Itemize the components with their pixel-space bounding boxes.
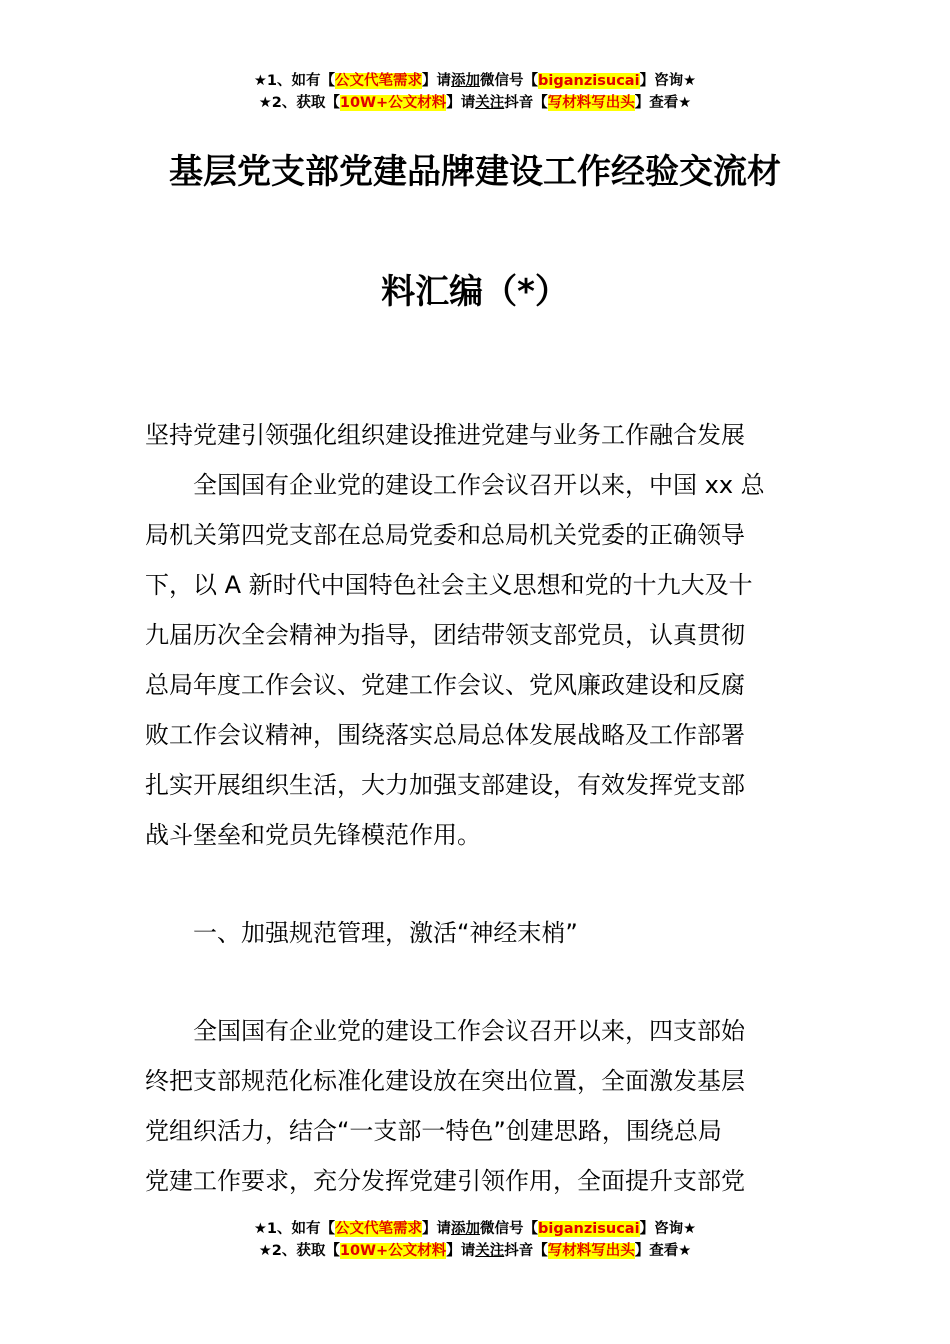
paragraph-line: 党建工作要求，充分发挥党建引领作用，全面提升支部党 bbox=[145, 1167, 745, 1195]
banner-line-1: ★1、如有【公文代笔需求】请添加微信号【biganzisucai】咨询★ bbox=[253, 73, 697, 89]
paragraph-section-1 bbox=[145, 1006, 815, 1206]
paragraph-line: 总局年度工作会议、党建工作会议、党风廉政建设和反腐 bbox=[145, 671, 745, 699]
highlight-wechat-id: biganzisucai bbox=[538, 1221, 640, 1237]
document-title-line-2: 料汇编（*） bbox=[381, 272, 569, 312]
highlight-douyin-id: 写材料写出头 bbox=[547, 95, 635, 111]
document-subtitle: 坚持党建引领强化组织建设推进党建与业务工作融合发展 bbox=[145, 421, 745, 449]
highlight-douyin-id: 写材料写出头 bbox=[547, 1243, 635, 1259]
paragraph-line: 败工作会议精神，围绕落实总局总体发展战略及工作部署 bbox=[145, 721, 745, 749]
header-banner bbox=[0, 70, 950, 114]
banner-line-2: ★2、获取【10W+公文材料】请关注抖音【写材料写出头】查看★ bbox=[258, 1243, 692, 1259]
paragraph-line: 终把支部规范化标准化建设放在突出位置，全面激发基层 bbox=[145, 1067, 745, 1095]
paragraph-intro bbox=[145, 460, 815, 860]
paragraph-line: 扎实开展组织生活，大力加强支部建设，有效发挥党支部 bbox=[145, 771, 745, 799]
underline-follow: 关注 bbox=[475, 1243, 505, 1259]
paragraph-line: 党组织活力，结合“一支部一特色”创建思路，围绕总局 bbox=[145, 1117, 722, 1145]
document-title-line-1: 基层党支部党建品牌建设工作经验交流材 bbox=[169, 152, 781, 192]
highlight-materials: 10W+公文材料 bbox=[339, 1243, 447, 1259]
underline-add: 添加 bbox=[451, 73, 481, 89]
paragraph-line: 九届历次全会精神为指导，团结带领支部党员，认真贯彻 bbox=[145, 621, 745, 649]
banner-line-2: ★2、获取【10W+公文材料】请关注抖音【写材料写出头】查看★ bbox=[258, 95, 692, 111]
paragraph-line: 下，以 A 新时代中国特色社会主义思想和党的十九大及十 bbox=[145, 571, 753, 599]
section-heading-1: 一、加强规范管理，激活“神经末梢” bbox=[193, 919, 578, 947]
paragraph-line: 全国国有企业党的建设工作会议召开以来，四支部始 bbox=[193, 1017, 745, 1045]
paragraph-line: 战斗堡垒和党员先锋模范作用。 bbox=[145, 821, 481, 849]
underline-add: 添加 bbox=[451, 1221, 481, 1237]
paragraph-line: 局机关第四党支部在总局党委和总局机关党委的正确领导 bbox=[145, 521, 745, 549]
highlight-wechat-id: biganzisucai bbox=[538, 73, 640, 89]
footer-banner bbox=[0, 1218, 950, 1262]
paragraph-line: 全国国有企业党的建设工作会议召开以来，中国 xx 总 bbox=[193, 471, 765, 499]
underline-follow: 关注 bbox=[475, 95, 505, 111]
highlight-service: 公文代笔需求 bbox=[335, 73, 423, 89]
highlight-materials: 10W+公文材料 bbox=[339, 95, 447, 111]
banner-line-1: ★1、如有【公文代笔需求】请添加微信号【biganzisucai】咨询★ bbox=[253, 1221, 697, 1237]
highlight-service: 公文代笔需求 bbox=[335, 1221, 423, 1237]
